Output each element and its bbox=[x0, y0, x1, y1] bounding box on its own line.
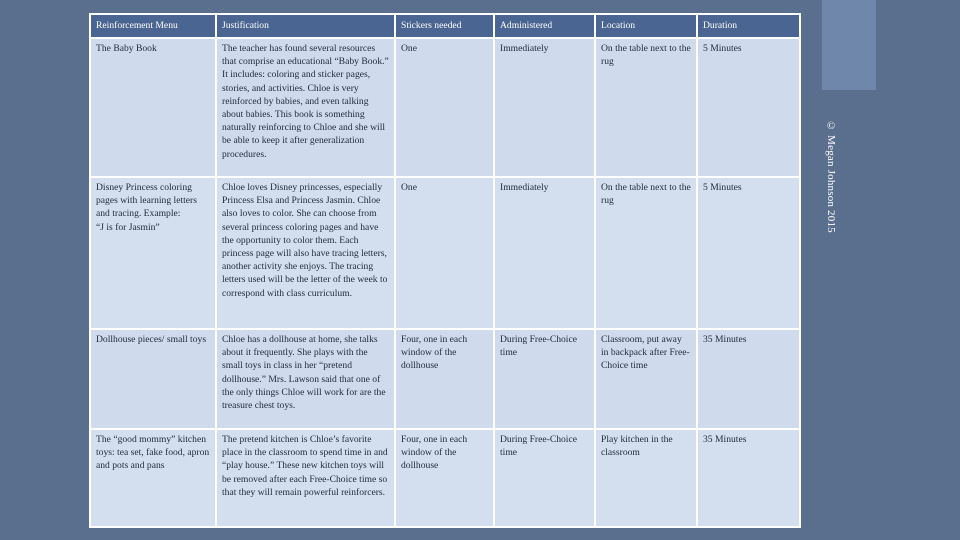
cell-administered: During Free-Choice time bbox=[494, 429, 595, 527]
accent-bar bbox=[822, 0, 876, 90]
header-location: Location bbox=[595, 14, 697, 38]
cell-justification: The pretend kitchen is Chloe’s favorite place in the classroom to spend time in and “play house.” These new kitchen toys will be removed after each Free-Choice time so that they will remain powerful reinforcers. bbox=[216, 429, 395, 527]
cell-location: Play kitchen in the classroom bbox=[595, 429, 697, 527]
table-row bbox=[90, 429, 800, 527]
cell-justification: Chloe loves Disney princesses, especially Princess Elsa and Princess Jasmin. Chloe also loves to color. She can choose from several princess coloring pages and have the opportunity to color them. Each princess page will also have tracing letters, another activity she enjoys. The tracing letters used will be the letter of the week to correspond with class curriculum. bbox=[216, 177, 395, 329]
table-row bbox=[90, 38, 800, 177]
cell-administered: Immediately bbox=[494, 177, 595, 329]
header-duration: Duration bbox=[697, 14, 800, 38]
header-administered: Administered bbox=[494, 14, 595, 38]
table-row bbox=[90, 177, 800, 329]
cell-item-example: “J is for Jasmin” bbox=[96, 221, 160, 233]
cell-item: The Baby Book bbox=[90, 38, 216, 177]
cell-item: The “good mommy” kitchen toys: tea set, fake food, apron and pots and pans bbox=[90, 429, 216, 527]
cell-location: Classroom, put away in backpack after Free- Choice time bbox=[595, 329, 697, 429]
cell-duration: 5 Minutes bbox=[697, 177, 800, 329]
cell-administered: Immediately bbox=[494, 38, 595, 177]
cell-stickers: One bbox=[395, 177, 494, 329]
cell-item-text: Disney Princess coloring pages with learning letters and tracing. Example: bbox=[96, 182, 197, 220]
cell-duration: 35 Minutes bbox=[697, 429, 800, 527]
header-justification: Justification bbox=[216, 14, 395, 38]
table-row bbox=[90, 329, 800, 429]
cell-item bbox=[90, 177, 216, 329]
header-reinforcement-menu: Reinforcement Menu bbox=[90, 14, 216, 38]
copyright-label: © Megan Johnson 2015 bbox=[825, 120, 837, 233]
cell-location: On the table next to the rug bbox=[595, 38, 697, 177]
header-stickers-needed: Stickers needed bbox=[395, 14, 494, 38]
cell-stickers: Four, one in each window of the dollhouse bbox=[395, 329, 494, 429]
cell-duration: 35 Minutes bbox=[697, 329, 800, 429]
cell-stickers: Four, one in each window of the dollhouse bbox=[395, 429, 494, 527]
cell-stickers: One bbox=[395, 38, 494, 177]
cell-administered: During Free-Choice time bbox=[494, 329, 595, 429]
cell-justification: The teacher has found several resources that comprise an educational “Baby Book.” It includes: coloring and sticker pages, stories, and activities. Chloe is very reinforced by babies, and even talking about babies. This book is something naturally reinforcing to Chloe and she will be able to keep it after generalization procedures. bbox=[216, 38, 395, 177]
cell-location: On the table next to the rug bbox=[595, 177, 697, 329]
cell-item: Dollhouse pieces/ small toys bbox=[90, 329, 216, 429]
cell-justification: Chloe has a dollhouse at home, she talks about it frequently. She plays with the small toys in class in her “pretend dollhouse.” Mrs. Lawson said that one of the only things Chloe will work for are the treasure chest toys. bbox=[216, 329, 395, 429]
cell-duration: 5 Minutes bbox=[697, 38, 800, 177]
table-header-row bbox=[90, 14, 800, 38]
reinforcement-menu-table bbox=[89, 13, 801, 528]
